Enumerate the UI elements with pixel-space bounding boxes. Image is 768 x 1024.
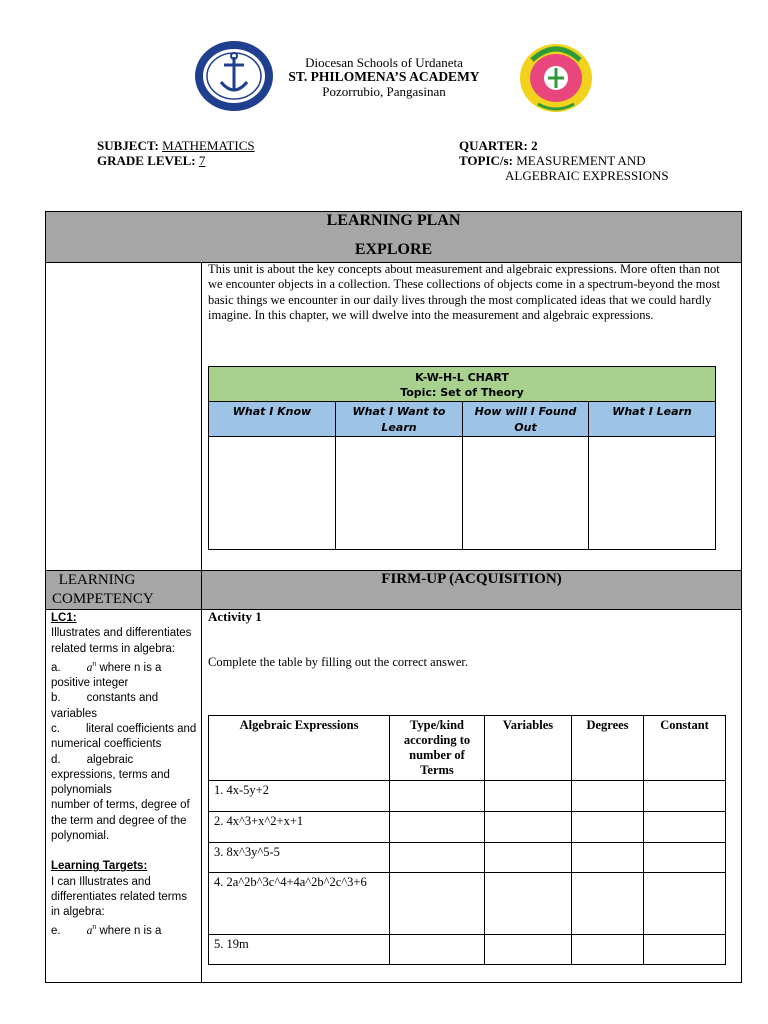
subject-label: SUBJECT:	[97, 138, 159, 153]
subject-value: MATHEMATICS	[162, 138, 255, 153]
answer-cell[interactable]	[485, 843, 572, 873]
explore-heading: EXPLORE	[354, 241, 433, 258]
kwhl-title-box	[208, 366, 716, 402]
table-row	[209, 873, 726, 935]
kwhl-title: K-W-H-L CHART	[415, 371, 509, 384]
col-header-degrees: Degrees	[572, 716, 644, 781]
item-var: a	[86, 925, 93, 938]
divider	[45, 609, 742, 610]
school-location: Pozorrubio, Pangasinan	[322, 84, 446, 99]
grade-label: GRADE LEVEL:	[97, 153, 196, 168]
table-row	[209, 781, 726, 812]
answer-cell[interactable]	[390, 812, 485, 843]
expression-cell: 3. 8x^3y^5-5	[209, 843, 390, 873]
item-var: a	[86, 661, 93, 674]
col-header-type: Type/kind according to number of Terms	[390, 716, 485, 781]
firmup-heading: FIRM-UP (ACQUISITION)	[381, 571, 562, 587]
answer-cell[interactable]	[485, 812, 572, 843]
col-header-constant: Constant	[644, 716, 726, 781]
expression-cell: 4. 2a^2b^3c^4+4a^2b^2c^3+6	[209, 873, 390, 935]
activity-instruction: Complete the table by filling out the correct answer.	[208, 655, 468, 669]
kwhl-cell-want[interactable]	[335, 436, 463, 550]
kwhl-col-know: What I Know	[208, 401, 336, 437]
item-sup: n	[92, 924, 97, 932]
item-text: where n is a	[96, 925, 162, 938]
kwhl-col-learn: What I Learn	[588, 401, 716, 437]
quarter-value: 2	[531, 138, 538, 153]
answer-cell[interactable]	[572, 843, 644, 873]
answer-cell[interactable]	[485, 873, 572, 935]
col-header-expressions: Algebraic Expressions	[209, 716, 390, 781]
lc-item-a	[51, 657, 197, 691]
learning-targets-label: Learning Targets:	[51, 860, 148, 873]
answer-cell[interactable]	[644, 781, 726, 812]
col-header-variables: Variables	[485, 716, 572, 781]
learning-competency-text	[51, 611, 197, 940]
kwhl-col-want: What I Want to Learn	[335, 401, 463, 437]
answer-cell[interactable]	[390, 873, 485, 935]
intro-paragraph: This unit is about the key concepts about measurement and algebraic expressions. More often than not we encounter objects in a collection. These collections of objects come in a spectrum-beyond the most basic things we encounter in our daily lives through the most complicated ideas that we could hardly imagine. In this chapter, we will dwelve into the measurement and algebraic expressions.	[208, 262, 721, 322]
item-sup: n	[92, 660, 97, 668]
answer-cell[interactable]	[390, 781, 485, 812]
expression-cell: 2. 4x^3+x^2+x+1	[209, 812, 390, 843]
item-letter: d.	[51, 753, 61, 766]
plan-title: LEARNING PLAN	[326, 212, 461, 229]
item-letter: e.	[51, 925, 61, 938]
table-header-row	[209, 716, 726, 781]
grade-value: 7	[198, 153, 206, 168]
column-divider	[201, 262, 202, 983]
lc-item-d	[51, 753, 197, 799]
kwhl-cell-learn[interactable]	[588, 436, 716, 550]
quarter-line	[459, 138, 538, 154]
target-item-e	[51, 920, 197, 939]
expression-cell: 5. 19m	[209, 935, 390, 965]
kwhl-topic: Topic: Set of Theory	[400, 386, 524, 399]
lc-item-b	[51, 691, 197, 722]
table-row	[209, 843, 726, 873]
answer-cell[interactable]	[572, 781, 644, 812]
item-letter: b.	[51, 692, 61, 705]
kwhl-col-how: How will I Found Out	[462, 401, 589, 437]
item-letter: a.	[51, 661, 61, 674]
item-text: where n is a positive integer	[51, 661, 162, 690]
topic-value-1: MEASUREMENT AND	[516, 153, 646, 168]
diocese-name: Diocesan Schools of Urdaneta	[305, 55, 463, 70]
table-row	[209, 812, 726, 843]
topic-label: TOPIC/s:	[459, 153, 513, 168]
answer-cell[interactable]	[485, 935, 572, 965]
answer-cell[interactable]	[644, 873, 726, 935]
item-letter: c.	[51, 722, 60, 735]
item-text: algebraic expressions, terms and polynomials	[51, 753, 170, 797]
lc-label: LC1:	[51, 612, 77, 624]
lc-intro: Illustrates and differentiates related terms in algebra:	[51, 627, 192, 655]
quarter-label: QUARTER:	[459, 138, 528, 153]
lc-trailing: number of terms, degree of the term and degree of the polynomial.	[51, 799, 190, 842]
answer-cell[interactable]	[390, 843, 485, 873]
kwhl-cell-how[interactable]	[462, 436, 589, 550]
answer-cell[interactable]	[644, 935, 726, 965]
school-name: ST. PHILOMENA’S ACADEMY	[288, 69, 480, 84]
expression-cell: 1. 4x-5y+2	[209, 781, 390, 812]
competency-header: LEARNING COMPETENCY	[52, 572, 154, 607]
subject-line	[97, 138, 255, 154]
answer-cell[interactable]	[572, 812, 644, 843]
answer-cell[interactable]	[390, 935, 485, 965]
answer-cell[interactable]	[644, 812, 726, 843]
table-row	[209, 935, 726, 965]
grade-line	[97, 153, 205, 169]
targets-intro: I can Illustrates and differentiates related terms in algebra:	[51, 875, 187, 919]
activity-table	[208, 715, 726, 965]
topic-line	[459, 153, 646, 169]
activity-title: Activity 1	[208, 609, 262, 624]
answer-cell[interactable]	[485, 781, 572, 812]
item-text: literal coefficients and numerical coefficients	[51, 722, 197, 751]
answer-cell[interactable]	[572, 873, 644, 935]
lc-item-c	[51, 722, 197, 753]
kwhl-cell-know[interactable]	[208, 436, 336, 550]
answer-cell[interactable]	[644, 843, 726, 873]
item-text: constants and variables	[51, 692, 159, 720]
topic-value-2: ALGEBRAIC EXPRESSIONS	[505, 168, 669, 183]
answer-cell[interactable]	[572, 935, 644, 965]
